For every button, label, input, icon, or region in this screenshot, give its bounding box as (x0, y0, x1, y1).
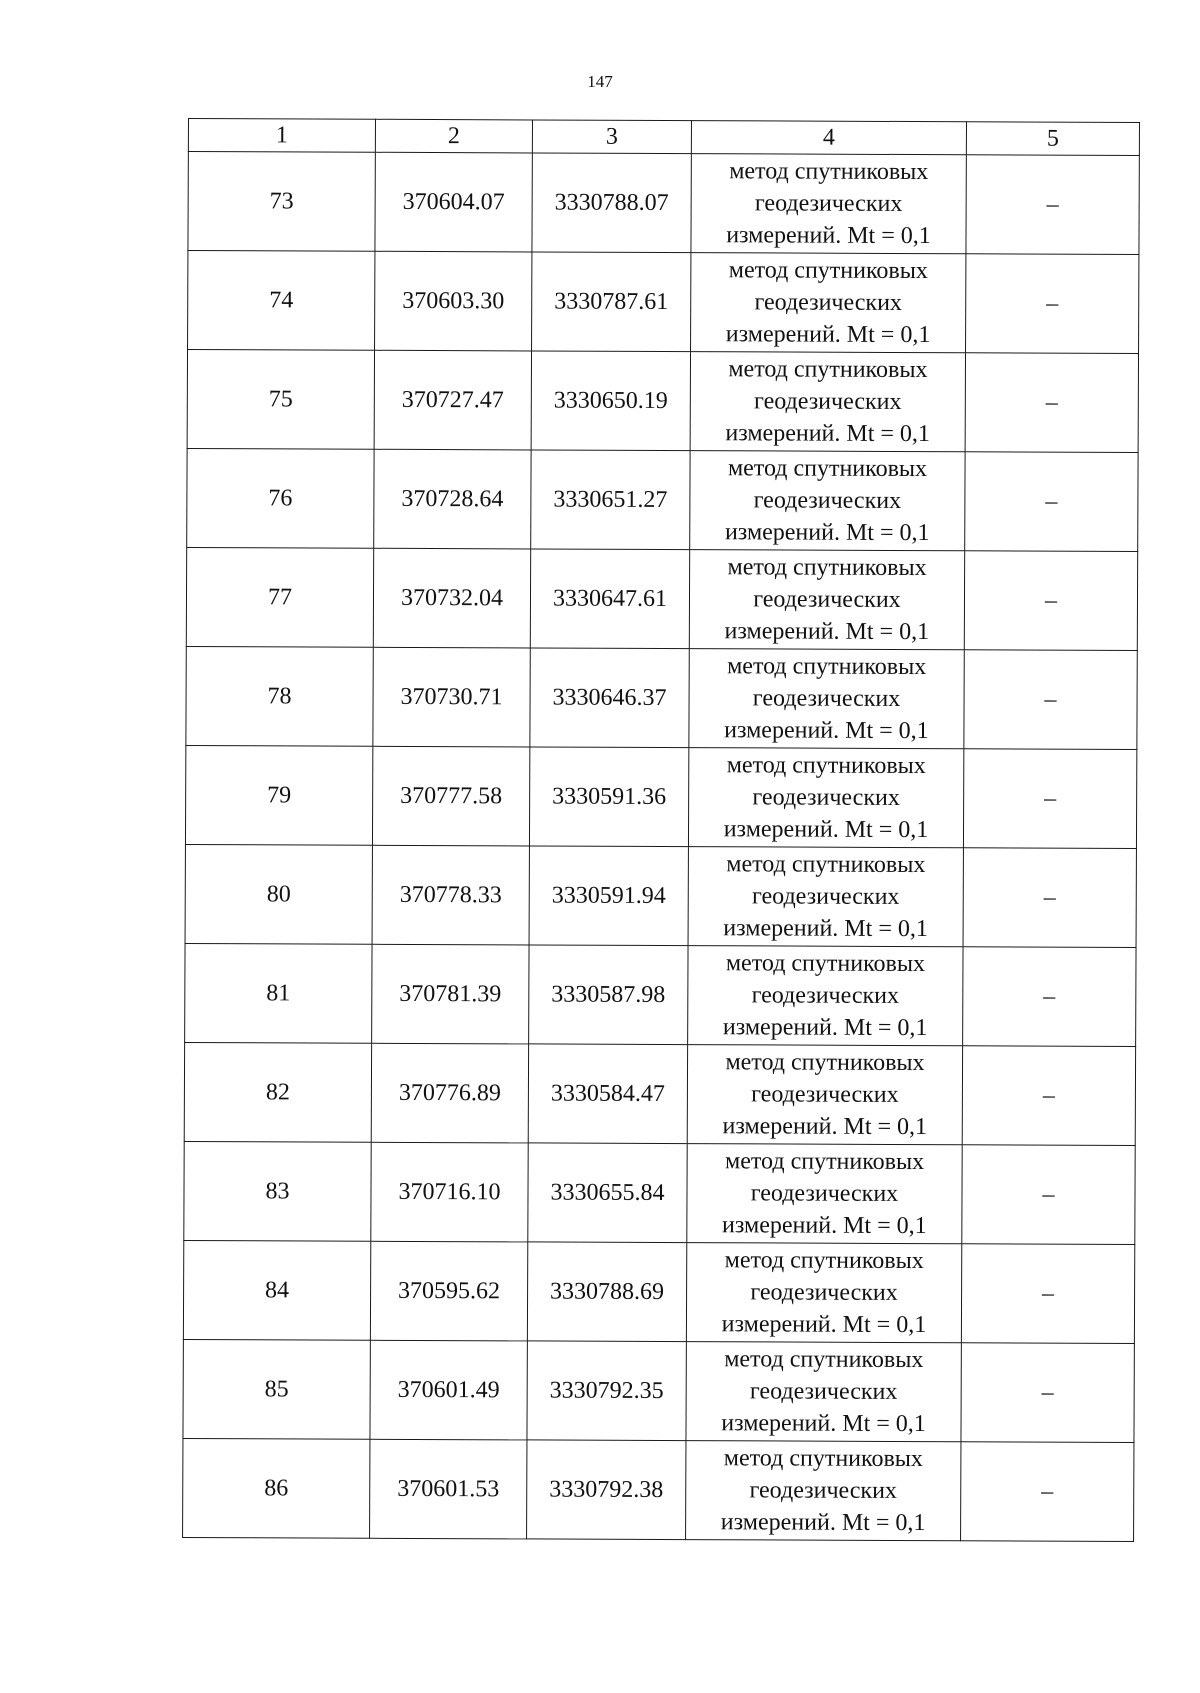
point-number-cell: 85 (183, 1339, 370, 1439)
coordinate-y-cell: 3330787.61 (532, 252, 691, 352)
table-row (183, 1438, 1134, 1541)
coordinate-y-cell: 3330792.35 (527, 1341, 686, 1441)
method-text-line: метод спутниковых (725, 1049, 925, 1077)
method-text-line: геодезических (750, 1279, 898, 1306)
method-text-line: измерений. Mt = 0,1 (724, 618, 930, 646)
method-cell (686, 1243, 961, 1343)
method-text-line: измерений. Mt = 0,1 (723, 816, 929, 844)
point-number-cell: 73 (188, 152, 375, 252)
method-text-line: метод спутниковых (725, 1148, 925, 1176)
coordinate-y-cell: 3330651.27 (531, 450, 690, 550)
coordinate-y-cell: 3330792.38 (527, 1440, 686, 1540)
note-cell: – (965, 452, 1138, 552)
coordinate-x-cell: 370730.71 (373, 647, 530, 747)
method-cell (688, 748, 963, 848)
method-cell (688, 946, 963, 1046)
point-number-cell: 82 (184, 1042, 371, 1142)
method-text-line: измерений. Mt = 0,1 (720, 1509, 926, 1537)
point-number-cell: 78 (186, 646, 373, 746)
method-cell (690, 451, 965, 551)
method-text-line: измерений. Mt = 0,1 (724, 717, 929, 745)
method-text-line: метод спутниковых (726, 851, 926, 879)
table-row (184, 1141, 1135, 1244)
method-text-line: метод спутниковых (727, 653, 927, 681)
page-number: 147 (587, 72, 613, 91)
coordinate-y-cell: 3330591.36 (529, 747, 688, 847)
method-cell (686, 1441, 961, 1541)
note-cell: – (962, 1145, 1135, 1245)
column-header-3: 3 (532, 120, 691, 154)
point-number-cell: 77 (186, 547, 373, 647)
coordinate-x-cell: 370601.53 (370, 1439, 527, 1539)
point-number-cell: 83 (184, 1141, 371, 1241)
coordinates-table (182, 118, 1140, 1542)
note-cell: – (966, 254, 1139, 354)
point-number-cell: 86 (183, 1438, 370, 1538)
coordinate-x-cell: 370604.07 (375, 152, 532, 252)
coordinate-y-cell: 3330647.61 (530, 549, 689, 649)
table-row (185, 745, 1136, 848)
column-header-2: 2 (375, 119, 532, 153)
point-number-cell: 75 (187, 350, 374, 450)
method-text-line: геодезических (752, 685, 901, 712)
table-row (186, 547, 1137, 650)
method-text-line: метод спутниковых (729, 158, 929, 186)
coordinate-x-cell: 370777.58 (372, 746, 529, 846)
method-cell (691, 154, 966, 254)
coordinate-x-cell: 370776.89 (371, 1043, 528, 1143)
table-row (185, 943, 1136, 1046)
method-text-line: геодезических (754, 388, 902, 415)
coordinate-x-cell: 370727.47 (374, 350, 531, 450)
coordinate-x-cell: 370601.49 (370, 1340, 527, 1440)
method-text-line: измерений. Mt = 0,1 (725, 420, 931, 448)
point-number-cell: 79 (185, 745, 372, 845)
table-row (187, 350, 1138, 453)
method-text-line: геодезических (751, 883, 900, 910)
method-text-line: метод спутниковых (726, 752, 926, 780)
method-text-line: измерений. Mt = 0,1 (723, 915, 928, 943)
coordinate-y-cell: 3330584.47 (528, 1044, 687, 1144)
coordinate-x-cell: 370603.30 (375, 251, 532, 351)
coordinate-y-cell: 3330587.98 (529, 945, 688, 1045)
method-cell (687, 1144, 962, 1244)
column-header-1: 1 (188, 119, 375, 153)
method-text-line: измерений. Mt = 0,1 (724, 519, 930, 547)
coordinate-y-cell: 3330646.37 (530, 648, 689, 748)
point-number-cell: 81 (185, 943, 372, 1043)
coordinate-y-cell: 3330650.19 (531, 351, 690, 451)
method-cell (690, 352, 965, 452)
method-text-line: измерений. Mt = 0,1 (726, 222, 931, 250)
method-text-line: геодезических (749, 1378, 898, 1405)
coordinate-x-cell: 370728.64 (374, 449, 531, 549)
method-text-line: геодезических (752, 784, 900, 811)
method-text-line: метод спутниковых (728, 257, 928, 285)
coordinate-x-cell: 370781.39 (372, 944, 529, 1044)
note-cell: – (961, 1244, 1134, 1344)
table-row (188, 152, 1139, 255)
method-text-line: геодезических (750, 1180, 899, 1207)
note-cell: – (963, 848, 1136, 948)
coordinate-x-cell: 370732.04 (373, 548, 530, 648)
note-cell: – (963, 947, 1136, 1047)
table-header (188, 119, 1139, 156)
coordinate-x-cell: 370716.10 (371, 1142, 528, 1242)
table-row (187, 448, 1138, 551)
method-text-line: геодезических (751, 1081, 899, 1108)
table-row (183, 1339, 1134, 1442)
header-row (188, 119, 1139, 156)
method-cell (691, 253, 966, 353)
point-number-cell: 84 (183, 1240, 370, 1340)
method-cell (688, 847, 963, 947)
coordinate-x-cell: 370595.62 (370, 1241, 527, 1341)
method-text-line: геодезических (749, 1477, 898, 1504)
table-row (185, 844, 1136, 947)
method-text-line: измерений. Mt = 0,1 (721, 1410, 926, 1438)
method-text-line: геодезических (754, 289, 903, 316)
note-cell: – (961, 1442, 1134, 1542)
point-number-cell: 74 (188, 251, 375, 351)
note-cell: – (962, 1046, 1135, 1146)
method-text-line: метод спутниковых (723, 1445, 923, 1473)
method-cell (689, 550, 964, 650)
table-row (184, 1042, 1135, 1145)
method-text-line: измерений. Mt = 0,1 (725, 321, 931, 349)
method-text-line: геодезических (753, 487, 902, 514)
note-cell: – (964, 650, 1137, 750)
coordinate-x-cell: 370778.33 (372, 845, 529, 945)
table-row (183, 1240, 1134, 1343)
method-text-line: метод спутниковых (727, 554, 927, 582)
column-header-4: 4 (691, 121, 966, 155)
table-row (188, 251, 1139, 354)
note-cell: – (964, 551, 1137, 651)
method-text-line: измерений. Mt = 0,1 (721, 1311, 927, 1339)
table-body (183, 152, 1140, 1542)
method-text-line: геодезических (751, 982, 900, 1009)
method-text-line: метод спутниковых (728, 356, 928, 384)
note-cell: – (961, 1343, 1134, 1443)
point-number-cell: 80 (185, 844, 372, 944)
method-cell (686, 1342, 961, 1442)
method-cell (687, 1045, 962, 1145)
method-cell (689, 649, 964, 749)
note-cell: – (965, 353, 1138, 453)
note-cell: – (966, 155, 1139, 255)
method-text-line: метод спутниковых (724, 1247, 924, 1275)
method-text-line: метод спутниковых (727, 455, 928, 483)
table-row (186, 646, 1137, 749)
method-text-line: метод спутниковых (724, 1346, 924, 1374)
method-text-line: геодезических (754, 190, 903, 217)
method-text-line: измерений. Mt = 0,1 (722, 1014, 928, 1042)
note-cell: – (963, 749, 1136, 849)
method-text-line: геодезических (753, 586, 901, 613)
method-text-line: метод спутниковых (725, 950, 926, 978)
coordinate-y-cell: 3330655.84 (528, 1143, 687, 1243)
coordinate-y-cell: 3330788.07 (532, 153, 691, 253)
point-number-cell: 76 (187, 448, 374, 548)
coordinate-y-cell: 3330591.94 (529, 846, 688, 946)
column-header-5: 5 (966, 122, 1139, 156)
coordinate-y-cell: 3330788.69 (527, 1242, 686, 1342)
method-text-line: измерений. Mt = 0,1 (722, 1212, 927, 1240)
method-text-line: измерений. Mt = 0,1 (722, 1113, 928, 1141)
